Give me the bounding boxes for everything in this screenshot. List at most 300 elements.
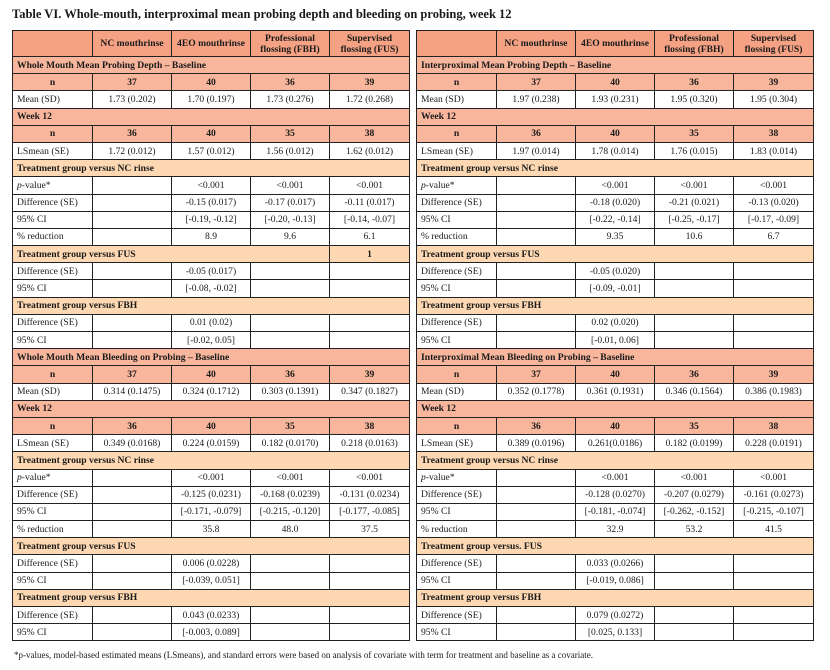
table-whole-mouth bbox=[12, 30, 410, 641]
row-label: Mean (SD) bbox=[417, 91, 497, 108]
table-cell: 36 bbox=[655, 366, 734, 383]
table-cell: 53.2 bbox=[655, 521, 734, 538]
table-cell bbox=[734, 555, 814, 572]
table-cell: <0.001 bbox=[330, 469, 410, 486]
table-cell bbox=[330, 572, 410, 589]
table-cell: 35 bbox=[655, 417, 734, 434]
table-cell bbox=[497, 263, 576, 280]
table-cell bbox=[497, 521, 576, 538]
table-cell: <0.001 bbox=[655, 469, 734, 486]
table-row bbox=[417, 314, 814, 331]
sample-size-row bbox=[417, 417, 814, 434]
row-label: Treatment group versus FBH bbox=[417, 297, 814, 314]
row-label: 95% CI bbox=[417, 280, 497, 297]
table-cell: [-0.22, -0.14] bbox=[576, 211, 655, 228]
table-cell: 40 bbox=[172, 74, 251, 91]
table-cell: 40 bbox=[576, 74, 655, 91]
table-cell: 9.35 bbox=[576, 228, 655, 245]
row-label: 95% CI bbox=[417, 624, 497, 641]
table-cell: 1.93 (0.231) bbox=[576, 91, 655, 108]
section-header-row bbox=[13, 57, 410, 74]
table-cell: 9.6 bbox=[251, 228, 330, 245]
table-cell bbox=[655, 314, 734, 331]
table-cell: 1.56 (0.012) bbox=[251, 142, 330, 159]
sample-size-row bbox=[13, 417, 410, 434]
table-row bbox=[417, 194, 814, 211]
table-cell bbox=[734, 314, 814, 331]
row-label: Difference (SE) bbox=[13, 263, 93, 280]
table-cell bbox=[497, 572, 576, 589]
table-row bbox=[13, 91, 410, 108]
table-cell: 0.349 (0.0168) bbox=[93, 435, 172, 452]
table-row bbox=[417, 332, 814, 349]
table-cell: 37 bbox=[93, 366, 172, 383]
table-cell bbox=[330, 607, 410, 624]
comparison-header-row bbox=[13, 160, 410, 177]
table-row bbox=[417, 435, 814, 452]
table-cell: 32.9 bbox=[576, 521, 655, 538]
table-cell: -0.11 (0.017) bbox=[330, 194, 410, 211]
table-cell bbox=[655, 280, 734, 297]
table-cell: 1.73 (0.202) bbox=[93, 91, 172, 108]
table-cell: 1.78 (0.014) bbox=[576, 142, 655, 159]
table-row bbox=[13, 177, 410, 194]
table-cell bbox=[93, 503, 172, 520]
sample-size-row bbox=[13, 125, 410, 142]
table-cell: <0.001 bbox=[576, 469, 655, 486]
table-row bbox=[13, 228, 410, 245]
table-cell bbox=[251, 555, 330, 572]
row-label: Whole Mouth Mean Bleeding on Probing – Baseline bbox=[13, 349, 410, 366]
table-cell: <0.001 bbox=[251, 469, 330, 486]
table-row bbox=[13, 572, 410, 589]
row-label: 95% CI bbox=[13, 332, 93, 349]
table-cell: 36 bbox=[93, 125, 172, 142]
table-cell: 1.70 (0.197) bbox=[172, 91, 251, 108]
row-label: Treatment group versus. FUS bbox=[417, 538, 814, 555]
header-professional-flossing: Professional flossing (FBH) bbox=[251, 31, 330, 57]
table-cell bbox=[734, 572, 814, 589]
table-cell: -0.13 (0.020) bbox=[734, 194, 814, 211]
row-label: LSmean (SE) bbox=[13, 142, 93, 159]
table-cell: 38 bbox=[734, 125, 814, 142]
table-cell: [-0.019, 0.086] bbox=[576, 572, 655, 589]
row-label: LSmean (SE) bbox=[417, 142, 497, 159]
table-cell: 39 bbox=[330, 366, 410, 383]
table-cell bbox=[497, 624, 576, 641]
table-row bbox=[13, 555, 410, 572]
row-label: Week 12 bbox=[417, 400, 814, 417]
table-cell: 37 bbox=[497, 366, 576, 383]
table-cell bbox=[93, 624, 172, 641]
row-label: Treatment group versus NC rinse bbox=[13, 452, 410, 469]
row-label: Mean (SD) bbox=[417, 383, 497, 400]
footnote: *p-values, model-based estimated means (LSmeans), and standard errors were based on analysis of covariate with term for treatment and baseline as a covariate. bbox=[14, 650, 594, 660]
table-row bbox=[13, 142, 410, 159]
header-cell bbox=[13, 31, 93, 57]
row-label: n bbox=[417, 417, 497, 434]
table-cell: 40 bbox=[172, 366, 251, 383]
table-row bbox=[417, 521, 814, 538]
table-cell bbox=[330, 332, 410, 349]
table-row bbox=[13, 469, 410, 486]
table-cell: <0.001 bbox=[576, 177, 655, 194]
row-label: % reduction bbox=[417, 228, 497, 245]
table-title: Table VI. Whole-mouth, interproximal mean probing depth and bleeding on probing, week 12 bbox=[12, 7, 512, 21]
table-cell bbox=[734, 624, 814, 641]
table-cell bbox=[93, 263, 172, 280]
table-cell: 1.95 (0.304) bbox=[734, 91, 814, 108]
table-cell: 35 bbox=[655, 125, 734, 142]
table-row bbox=[13, 503, 410, 520]
table-cell bbox=[497, 194, 576, 211]
table-cell bbox=[251, 624, 330, 641]
table-cell: 6.7 bbox=[734, 228, 814, 245]
table-cell: 40 bbox=[576, 366, 655, 383]
row-label: Difference (SE) bbox=[417, 314, 497, 331]
header-nc-mouthrinse: NC mouthrinse bbox=[93, 31, 172, 57]
comparison-header-row bbox=[417, 538, 814, 555]
table-row bbox=[13, 607, 410, 624]
table-cell: [-0.19, -0.12] bbox=[172, 211, 251, 228]
table-row bbox=[417, 486, 814, 503]
sample-size-row bbox=[417, 366, 814, 383]
table-cell bbox=[497, 280, 576, 297]
table-cell: 0.079 (0.0272) bbox=[576, 607, 655, 624]
header-supervised-flossing: Supervised flossing (FUS) bbox=[330, 31, 410, 57]
table-cell: [-0.02, 0.05] bbox=[172, 332, 251, 349]
row-label: Treatment group versus FBH bbox=[13, 589, 410, 606]
row-label: n bbox=[13, 366, 93, 383]
section-header-row bbox=[417, 57, 814, 74]
table-cell: 40 bbox=[172, 417, 251, 434]
table-cell: -0.161 (0.0273) bbox=[734, 486, 814, 503]
row-label: Difference (SE) bbox=[417, 555, 497, 572]
table-cell: 36 bbox=[655, 74, 734, 91]
table-cell bbox=[330, 624, 410, 641]
table-row bbox=[13, 332, 410, 349]
table-cell: 1.97 (0.238) bbox=[497, 91, 576, 108]
table-cell bbox=[497, 607, 576, 624]
section-header-row bbox=[417, 108, 814, 125]
table-cell bbox=[497, 211, 576, 228]
table-cell: [-0.25, -0.17] bbox=[655, 211, 734, 228]
table-cell: 1.72 (0.012) bbox=[93, 142, 172, 159]
row-label: Difference (SE) bbox=[417, 486, 497, 503]
row-label: Treatment group versus FUS bbox=[13, 246, 330, 263]
table-cell bbox=[251, 314, 330, 331]
table-cell: 0.228 (0.0191) bbox=[734, 435, 814, 452]
table-cell: 1.95 (0.320) bbox=[655, 91, 734, 108]
table-cell bbox=[93, 521, 172, 538]
table-cell: [-0.003, 0.089] bbox=[172, 624, 251, 641]
row-label: Treatment group versus FUS bbox=[417, 246, 814, 263]
sample-size-row bbox=[13, 74, 410, 91]
row-label: n bbox=[417, 74, 497, 91]
table-cell: -0.18 (0.020) bbox=[576, 194, 655, 211]
row-label: LSmean (SE) bbox=[417, 435, 497, 452]
table-cell: 0.386 (0.1983) bbox=[734, 383, 814, 400]
table-cell bbox=[93, 228, 172, 245]
table-cell: [-0.215, -0.107] bbox=[734, 503, 814, 520]
header-professional-flossing: Professional flossing (FBH) bbox=[655, 31, 734, 57]
row-label: Week 12 bbox=[13, 400, 410, 417]
sample-size-row bbox=[417, 125, 814, 142]
table-cell: [-0.20, -0.13] bbox=[251, 211, 330, 228]
table-cell bbox=[655, 624, 734, 641]
comparison-header-row bbox=[417, 452, 814, 469]
table-cell: <0.001 bbox=[330, 177, 410, 194]
table-cell: 36 bbox=[497, 125, 576, 142]
comparison-header-row bbox=[13, 538, 410, 555]
row-label: Difference (SE) bbox=[13, 555, 93, 572]
table-row bbox=[417, 469, 814, 486]
comparison-header-row bbox=[13, 297, 410, 314]
table-row bbox=[13, 194, 410, 211]
row-label: 95% CI bbox=[417, 572, 497, 589]
header-row bbox=[13, 31, 410, 57]
table-cell: -0.125 (0.0231) bbox=[172, 486, 251, 503]
table-cell: 1.72 (0.268) bbox=[330, 91, 410, 108]
table-cell: 0.182 (0.0170) bbox=[251, 435, 330, 452]
table-cell bbox=[655, 607, 734, 624]
table-cell: [-0.039, 0.051] bbox=[172, 572, 251, 589]
table-cell: [0.025, 0.133] bbox=[576, 624, 655, 641]
comparison-header-row bbox=[417, 160, 814, 177]
table-row bbox=[417, 263, 814, 280]
table-cell: 1.97 (0.014) bbox=[497, 142, 576, 159]
table-cell: -0.168 (0.0239) bbox=[251, 486, 330, 503]
table-cell: [-0.262, -0.152] bbox=[655, 503, 734, 520]
table-cell: 0.261(0.0186) bbox=[576, 435, 655, 452]
table-cell: 0.389 (0.0196) bbox=[497, 435, 576, 452]
table-row bbox=[417, 177, 814, 194]
header-4eo-mouthrinse: 4EO mouthrinse bbox=[576, 31, 655, 57]
table-cell bbox=[251, 332, 330, 349]
table-cell: 40 bbox=[172, 125, 251, 142]
table-cell: 0.006 (0.0228) bbox=[172, 555, 251, 572]
table-cell: 35 bbox=[251, 125, 330, 142]
table-cell bbox=[497, 503, 576, 520]
header-nc-mouthrinse: NC mouthrinse bbox=[497, 31, 576, 57]
table-cell: 1 bbox=[330, 246, 410, 263]
sample-size-row bbox=[13, 366, 410, 383]
table-cell: 39 bbox=[734, 74, 814, 91]
comparison-header-row bbox=[417, 246, 814, 263]
table-cell: 0.314 (0.1475) bbox=[93, 383, 172, 400]
table-cell bbox=[497, 228, 576, 245]
table-cell bbox=[497, 332, 576, 349]
table-cell bbox=[330, 555, 410, 572]
row-label: 95% CI bbox=[417, 332, 497, 349]
table-cell: 40 bbox=[576, 417, 655, 434]
table-cell: 0.352 (0.1778) bbox=[497, 383, 576, 400]
comparison-header-row bbox=[13, 246, 410, 263]
row-label: Treatment group versus NC rinse bbox=[13, 160, 410, 177]
header-4eo-mouthrinse: 4EO mouthrinse bbox=[172, 31, 251, 57]
table-cell: 0.303 (0.1391) bbox=[251, 383, 330, 400]
row-label: Mean (SD) bbox=[13, 383, 93, 400]
table-cell bbox=[734, 332, 814, 349]
table-row bbox=[13, 383, 410, 400]
table-cell: 48.0 bbox=[251, 521, 330, 538]
table-cell: 36 bbox=[497, 417, 576, 434]
table-cell bbox=[734, 280, 814, 297]
table-cell bbox=[655, 332, 734, 349]
row-label: LSmean (SE) bbox=[13, 435, 93, 452]
row-label: Treatment group versus FBH bbox=[13, 297, 410, 314]
table-cell: -0.17 (0.017) bbox=[251, 194, 330, 211]
table-row bbox=[13, 280, 410, 297]
table-cell: 0.361 (0.1931) bbox=[576, 383, 655, 400]
row-label: Interproximal Mean Bleeding on Probing – Baseline bbox=[417, 349, 814, 366]
table-cell: 0.324 (0.1712) bbox=[172, 383, 251, 400]
table-cell: 36 bbox=[93, 417, 172, 434]
row-label: Interproximal Mean Probing Depth – Baseline bbox=[417, 57, 814, 74]
table-cell: 0.224 (0.0159) bbox=[172, 435, 251, 452]
table-cell bbox=[497, 486, 576, 503]
table-row bbox=[13, 263, 410, 280]
row-label: p-value* bbox=[13, 469, 93, 486]
row-label: Treatment group versus FUS bbox=[13, 538, 410, 555]
table-row bbox=[13, 521, 410, 538]
table-cell: 6.1 bbox=[330, 228, 410, 245]
table-cell: 38 bbox=[330, 417, 410, 434]
row-label: n bbox=[417, 125, 497, 142]
table-cell bbox=[93, 486, 172, 503]
table-cell: <0.001 bbox=[172, 177, 251, 194]
table-cell: 0.218 (0.0163) bbox=[330, 435, 410, 452]
table-row bbox=[417, 211, 814, 228]
header-row bbox=[417, 31, 814, 57]
row-label: Treatment group versus NC rinse bbox=[417, 452, 814, 469]
table-cell: 39 bbox=[330, 74, 410, 91]
table-cell: 1.73 (0.276) bbox=[251, 91, 330, 108]
table-row bbox=[13, 211, 410, 228]
table-cell: 36 bbox=[251, 74, 330, 91]
table-row bbox=[13, 314, 410, 331]
table-cell bbox=[251, 280, 330, 297]
table-cell: 39 bbox=[734, 366, 814, 383]
section-header-row bbox=[13, 108, 410, 125]
section-header-row bbox=[417, 349, 814, 366]
table-cell: 37.5 bbox=[330, 521, 410, 538]
table-cell: [-0.181, -0.074] bbox=[576, 503, 655, 520]
comparison-header-row bbox=[417, 297, 814, 314]
table-cell: 0.043 (0.0233) bbox=[172, 607, 251, 624]
table-cell: [-0.14, -0.07] bbox=[330, 211, 410, 228]
comparison-header-row bbox=[417, 589, 814, 606]
row-label: Difference (SE) bbox=[13, 486, 93, 503]
table-row bbox=[417, 572, 814, 589]
row-label: n bbox=[13, 125, 93, 142]
table-cell bbox=[330, 280, 410, 297]
table-cell bbox=[93, 194, 172, 211]
row-label: 95% CI bbox=[13, 503, 93, 520]
table-cell: 40 bbox=[576, 125, 655, 142]
table-cell: <0.001 bbox=[734, 177, 814, 194]
row-label: % reduction bbox=[13, 521, 93, 538]
table-cell: [-0.215, -0.120] bbox=[251, 503, 330, 520]
table-row bbox=[13, 624, 410, 641]
table-row bbox=[417, 607, 814, 624]
table-cell bbox=[497, 177, 576, 194]
table-row bbox=[13, 435, 410, 452]
table-cell bbox=[497, 314, 576, 331]
row-label: Week 12 bbox=[13, 108, 410, 125]
table-cell: 0.346 (0.1564) bbox=[655, 383, 734, 400]
table-cell: <0.001 bbox=[251, 177, 330, 194]
row-label: Difference (SE) bbox=[417, 263, 497, 280]
table-row bbox=[417, 503, 814, 520]
table-cell bbox=[93, 469, 172, 486]
row-label: Difference (SE) bbox=[13, 607, 93, 624]
row-label: 95% CI bbox=[13, 572, 93, 589]
table-cell: 0.02 (0.020) bbox=[576, 314, 655, 331]
header-supervised-flossing: Supervised flossing (FUS) bbox=[734, 31, 814, 57]
section-header-row bbox=[13, 400, 410, 417]
row-label: % reduction bbox=[13, 228, 93, 245]
table-cell: 10.6 bbox=[655, 228, 734, 245]
table-cell bbox=[93, 314, 172, 331]
table-cell: 0.033 (0.0266) bbox=[576, 555, 655, 572]
table-cell bbox=[655, 572, 734, 589]
row-label: n bbox=[13, 74, 93, 91]
table-row bbox=[417, 555, 814, 572]
table-cell bbox=[655, 555, 734, 572]
table-cell bbox=[655, 263, 734, 280]
row-label: p-value* bbox=[13, 177, 93, 194]
table-cell: -0.207 (0.0279) bbox=[655, 486, 734, 503]
table-cell: 38 bbox=[734, 417, 814, 434]
table-cell bbox=[93, 280, 172, 297]
table-cell: -0.131 (0.0234) bbox=[330, 486, 410, 503]
row-label: Mean (SD) bbox=[13, 91, 93, 108]
table-cell: <0.001 bbox=[172, 469, 251, 486]
table-cell: 36 bbox=[251, 366, 330, 383]
table-cell: [-0.17, -0.09] bbox=[734, 211, 814, 228]
table-cell: [-0.01, 0.06] bbox=[576, 332, 655, 349]
table-cell: 1.57 (0.012) bbox=[172, 142, 251, 159]
table-cell: 37 bbox=[497, 74, 576, 91]
row-label: p-value* bbox=[417, 177, 497, 194]
table-cell bbox=[93, 572, 172, 589]
row-label: Treatment group versus FBH bbox=[417, 589, 814, 606]
row-label: % reduction bbox=[417, 521, 497, 538]
sample-size-row bbox=[417, 74, 814, 91]
row-label: p-value* bbox=[417, 469, 497, 486]
table-row bbox=[417, 624, 814, 641]
table-cell bbox=[93, 555, 172, 572]
row-label: 95% CI bbox=[417, 503, 497, 520]
table-cell: 35.8 bbox=[172, 521, 251, 538]
row-label: n bbox=[13, 417, 93, 434]
row-label: Difference (SE) bbox=[13, 314, 93, 331]
table-cell: 0.182 (0.0199) bbox=[655, 435, 734, 452]
table-row bbox=[417, 91, 814, 108]
table-row bbox=[417, 142, 814, 159]
table-cell bbox=[497, 555, 576, 572]
table-row bbox=[417, 383, 814, 400]
table-cell: -0.128 (0.0270) bbox=[576, 486, 655, 503]
table-cell bbox=[93, 607, 172, 624]
row-label: 95% CI bbox=[13, 280, 93, 297]
row-label: 95% CI bbox=[13, 624, 93, 641]
table-cell bbox=[734, 263, 814, 280]
row-label: 95% CI bbox=[13, 211, 93, 228]
table-cell: [-0.09, -0.01] bbox=[576, 280, 655, 297]
table-cell: -0.15 (0.017) bbox=[172, 194, 251, 211]
